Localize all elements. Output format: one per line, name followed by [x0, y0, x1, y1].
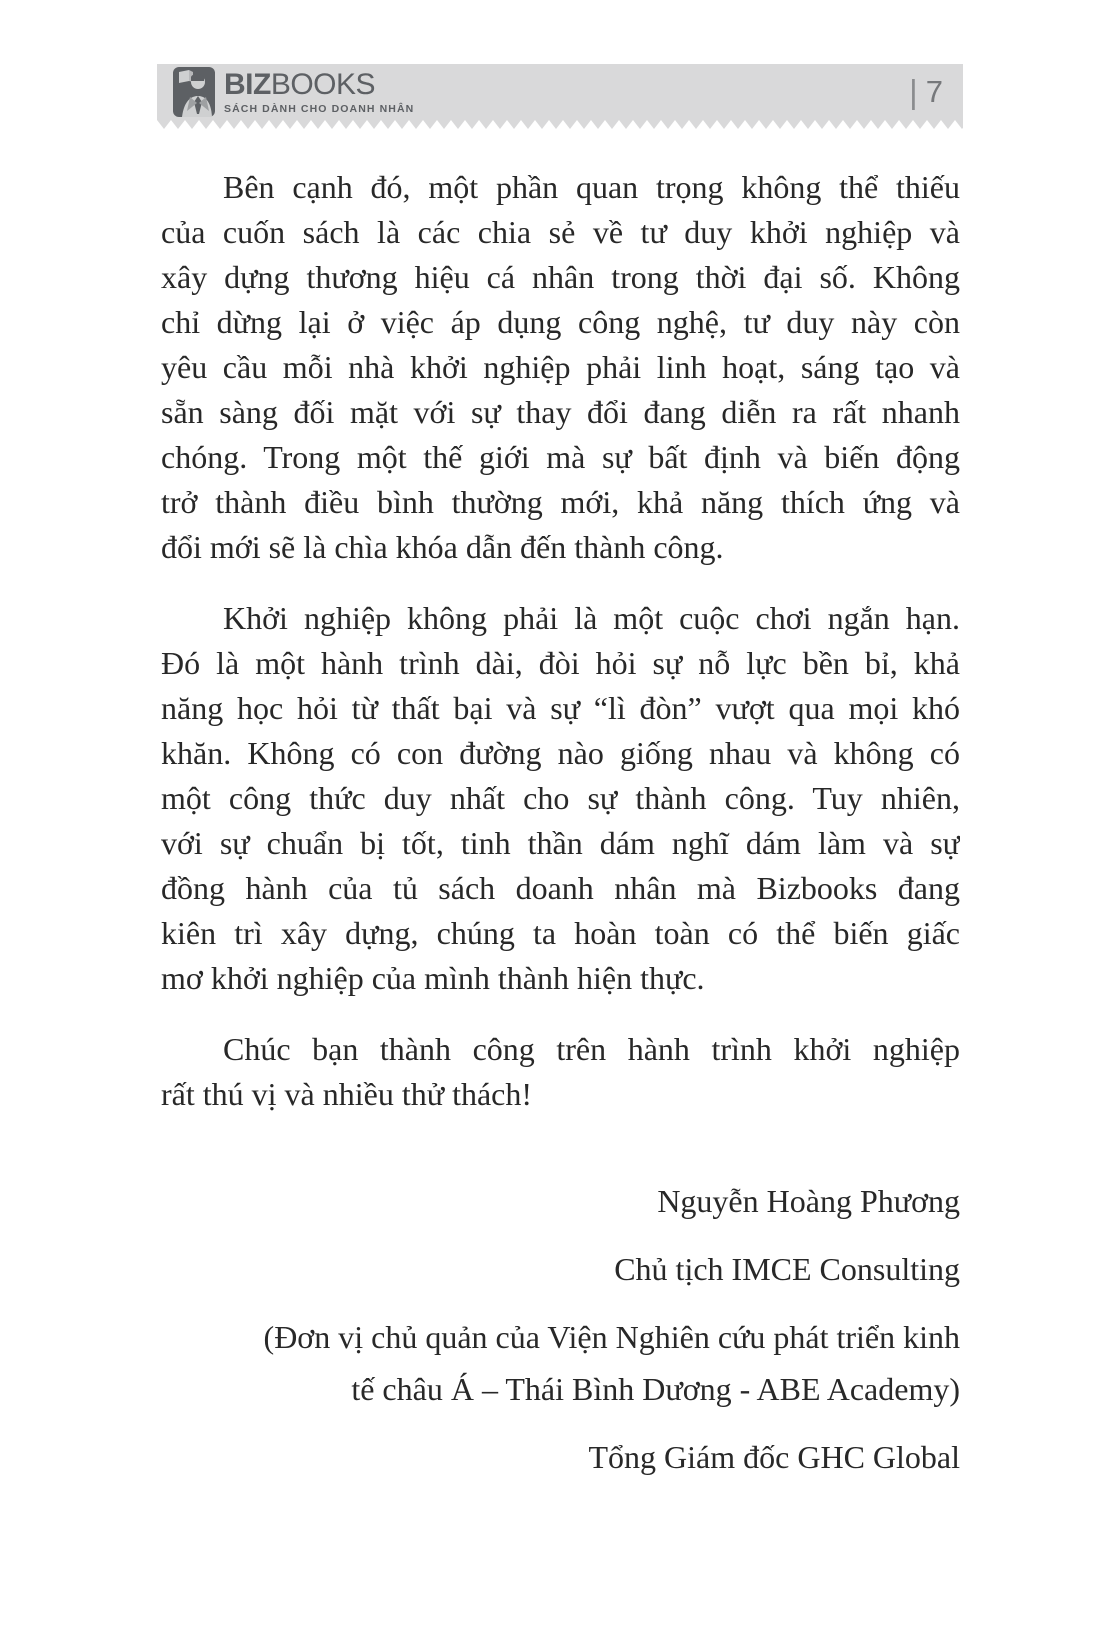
perforation-tooth: [675, 120, 689, 129]
text-line: kiên trì xây dựng, chúng ta hoàn toàn có thể biến giấc: [161, 915, 960, 951]
page-number-value: 7: [925, 74, 943, 109]
brand-biz: BIZ: [224, 67, 271, 101]
perforation-tooth: [465, 120, 479, 129]
perforation-tooth: [857, 120, 871, 129]
perforation-tooth: [703, 120, 717, 129]
perforation-tooth: [185, 120, 199, 129]
perforation-tooth: [815, 120, 829, 129]
signature-line: Chủ tịch IMCE Consulting: [614, 1251, 960, 1287]
paragraphs: [161, 165, 960, 1117]
perforation-tooth: [605, 120, 619, 129]
perforation-tooth: [297, 120, 311, 129]
text-line: trở thành điều bình thường mới, khả năng thích ứng và: [161, 484, 960, 520]
text-line: với sự chuẩn bị tốt, tinh thần dám nghĩ dám làm và sự: [161, 825, 960, 861]
perforation-tooth: [927, 120, 941, 129]
perforation-tooth: [157, 120, 171, 129]
text-line: Chúc bạn thành công trên hành trình khởi nghiệp: [223, 1031, 960, 1067]
perforation-tooth: [773, 120, 787, 129]
perforation-tooth: [283, 120, 297, 129]
perforation-tooth: [241, 120, 255, 129]
text-line: đổi mới sẽ là chìa khóa dẫn đến thành công.: [161, 529, 724, 565]
perforation-tooth: [689, 120, 703, 129]
page-number-separator: |: [909, 73, 918, 110]
perforation-tooth: [549, 120, 563, 129]
text-line: của cuốn sách là các chia sẻ về tư duy khởi nghiệp và: [161, 214, 960, 250]
perforation-tooth: [955, 120, 963, 129]
text-line: xây dựng thương hiệu cá nhân trong thời đại số. Không: [161, 259, 960, 295]
perforation-tooth: [941, 120, 955, 129]
page-header: [157, 64, 963, 129]
signature-entry: [161, 1431, 960, 1483]
page-number: [909, 73, 943, 111]
perforation-tooth: [451, 120, 465, 129]
perforation-tooth: [409, 120, 423, 129]
perforation-tooth: [745, 120, 759, 129]
perforation-tooth: [871, 120, 885, 129]
text-line: một công thức duy nhất cho sự thành công. Tuy nhiên,: [161, 780, 960, 816]
perforation-tooth: [423, 120, 437, 129]
text-line: đồng hành của tủ sách doanh nhân mà Bizbooks đang: [161, 870, 960, 906]
text-line: chỉ dừng lại ở việc áp dụng công nghệ, tư duy này còn: [161, 304, 960, 340]
text-line: rất thú vị và nhiều thử thách!: [161, 1076, 533, 1112]
perforation-tooth: [507, 120, 521, 129]
text-line: năng học hỏi từ thất bại và sự “lì đòn” vượt qua mọi khó: [161, 690, 960, 726]
perforation-tooth: [311, 120, 325, 129]
perforation-tooth: [899, 120, 913, 129]
perforation-tooth: [493, 120, 507, 129]
brand-name: [224, 67, 414, 101]
bizbooks-logo: [173, 67, 414, 117]
perforation-tooth: [759, 120, 773, 129]
signature-line: Nguyễn Hoàng Phương: [657, 1183, 960, 1219]
perforation-tooth: [227, 120, 241, 129]
perforation-tooth: [633, 120, 647, 129]
paragraph: [161, 165, 960, 570]
text-line: mơ khởi nghiệp của mình thành hiện thực.: [161, 960, 705, 996]
brand-books: BOOKS: [270, 67, 376, 101]
text-line: yêu cầu mỗi nhà khởi nghiệp phải linh hoạt, sáng tạo và: [161, 349, 960, 385]
perforation-tooth: [801, 120, 815, 129]
paragraph: [161, 1027, 960, 1117]
perforation-tooth: [913, 120, 927, 129]
perforation-tooth: [367, 120, 381, 129]
perforation-tooth: [535, 120, 549, 129]
perforation-tooth: [829, 120, 843, 129]
logo-text: [224, 67, 415, 115]
signature-line: tế châu Á – Thái Bình Dương - ABE Academy): [351, 1371, 960, 1407]
page-content: [161, 165, 960, 1483]
perforation-tooth: [661, 120, 675, 129]
signature-entry: [161, 1243, 960, 1295]
perforation-tooth: [479, 120, 493, 129]
perforation-tooth: [647, 120, 661, 129]
perforation-tooth: [199, 120, 213, 129]
perforation-tooth: [255, 120, 269, 129]
text-line: Khởi nghiệp không phải là một cuộc chơi ngắn hạn.: [223, 600, 960, 636]
text-line: khăn. Không có con đường nào giống nhau và không có: [161, 735, 960, 771]
text-line: sẵn sàng đối mặt với sự thay đổi đang diễn ra rất nhanh: [161, 394, 960, 430]
perforation-tooth: [437, 120, 451, 129]
text-line: chóng. Trong một thế giới mà sự bất định và biến động: [161, 439, 960, 475]
perforation-tooth: [213, 120, 227, 129]
paragraph: [161, 596, 960, 1001]
text-line: Bên cạnh đó, một phần quan trọng không thể thiếu: [223, 169, 960, 205]
perforation-edge: [157, 120, 963, 129]
perforation-tooth: [171, 120, 185, 129]
perforation-tooth: [717, 120, 731, 129]
businessman-book-logo-icon: [173, 67, 215, 117]
brand-tagline: SÁCH DÀNH CHO DOANH NHÂN: [224, 102, 415, 115]
text-line: Đó là một hành trình dài, đòi hỏi sự nỗ lực bền bỉ, khả: [161, 645, 960, 681]
perforation-tooth: [843, 120, 857, 129]
perforation-tooth: [731, 120, 745, 129]
perforation-tooth: [591, 120, 605, 129]
perforation-tooth: [353, 120, 367, 129]
signature-entry: [161, 1311, 960, 1415]
perforation-tooth: [563, 120, 577, 129]
perforation-tooth: [619, 120, 633, 129]
header-band: [157, 64, 963, 120]
perforation-tooth: [381, 120, 395, 129]
perforation-tooth: [787, 120, 801, 129]
perforation-tooth: [339, 120, 353, 129]
perforation-tooth: [325, 120, 339, 129]
perforation-tooth: [269, 120, 283, 129]
perforation-tooth: [395, 120, 409, 129]
perforation-tooth: [577, 120, 591, 129]
perforation-tooth: [521, 120, 535, 129]
signature-block: [161, 1175, 960, 1483]
signature-entry: [161, 1175, 960, 1227]
signature-line: Tổng Giám đốc GHC Global: [588, 1439, 960, 1475]
signature-line: (Đơn vị chủ quản của Viện Nghiên cứu phát triển kinh: [263, 1319, 960, 1355]
perforation-tooth: [885, 120, 899, 129]
